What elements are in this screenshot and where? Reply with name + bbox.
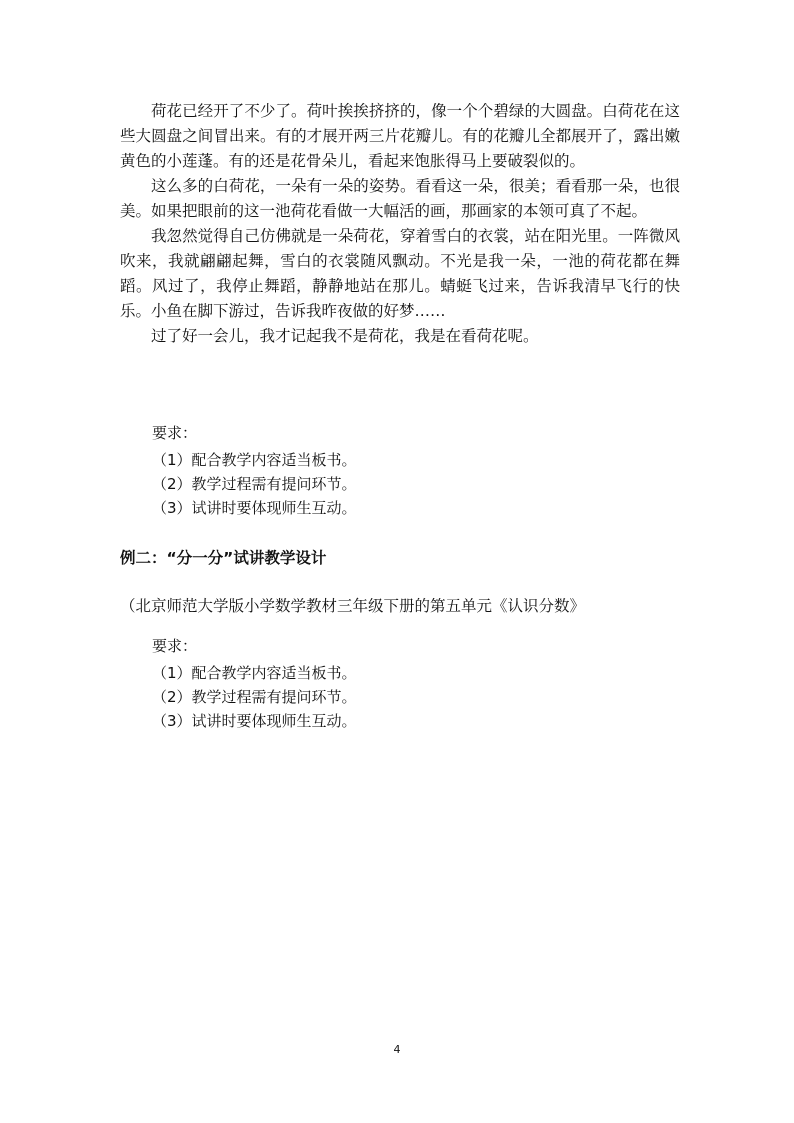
requirement-item: （2）教学过程需有提问环节。 <box>152 688 357 706</box>
requirements-title: 要求： <box>152 424 198 442</box>
passage-paragraph-1: 荷花已经开了不少了。荷叶挨挨挤挤的，像一个个碧绿的大圆盘。白荷花在这些大圆盘之间冒出来。有的才展开两三片花瓣儿。有的花瓣儿全都展开了，露出嫩黄色的小莲蓬。有的还是花骨朵儿，看起来饱胀得马上要破裂似的。 <box>120 102 680 170</box>
requirements-list-1 <box>152 421 357 520</box>
requirement-item: （2）教学过程需有提问环节。 <box>152 475 357 493</box>
requirement-item: （3）试讲时要体现师生互动。 <box>152 712 357 730</box>
requirement-item: （3）试讲时要体现师生互动。 <box>152 499 357 517</box>
requirements-title: 要求： <box>152 637 198 655</box>
passage-paragraph-3: 我忽然觉得自己仿佛就是一朵荷花，穿着雪白的衣裳，站在阳光里。一阵微风吹来，我就翩翩起舞，雪白的衣裳随风飘动。不光是我一朵，一池的荷花都在舞蹈。风过了，我停止舞蹈，静静地站在那儿。蜻蜓飞过来，告诉我清早飞行的快乐。小鱼在脚下游过，告诉我昨夜做的好梦…… <box>120 227 680 320</box>
requirement-item: （1）配合教学内容适当板书。 <box>152 451 357 469</box>
page-number: 4 <box>393 1043 401 1056</box>
passage-paragraph-4: 过了好一会儿，我才记起我不是荷花，我是在看荷花呢。 <box>151 327 539 345</box>
requirements-list-2 <box>152 634 357 733</box>
passage-paragraph-2: 这么多的白荷花，一朵有一朵的姿势。看看这一朵，很美；看看那一朵，也很美。如果把眼前的这一池荷花看做一大幅活的画，那画家的本领可真了不起。 <box>120 177 680 220</box>
example-2-heading: 例二：“分一分”试讲教学设计 <box>120 549 327 567</box>
lotus-passage <box>120 99 680 349</box>
example-2-source: （北京师范大学版小学数学教材三年级下册的第五单元《认识分数》 <box>120 597 586 615</box>
requirement-item: （1）配合教学内容适当板书。 <box>152 664 357 682</box>
